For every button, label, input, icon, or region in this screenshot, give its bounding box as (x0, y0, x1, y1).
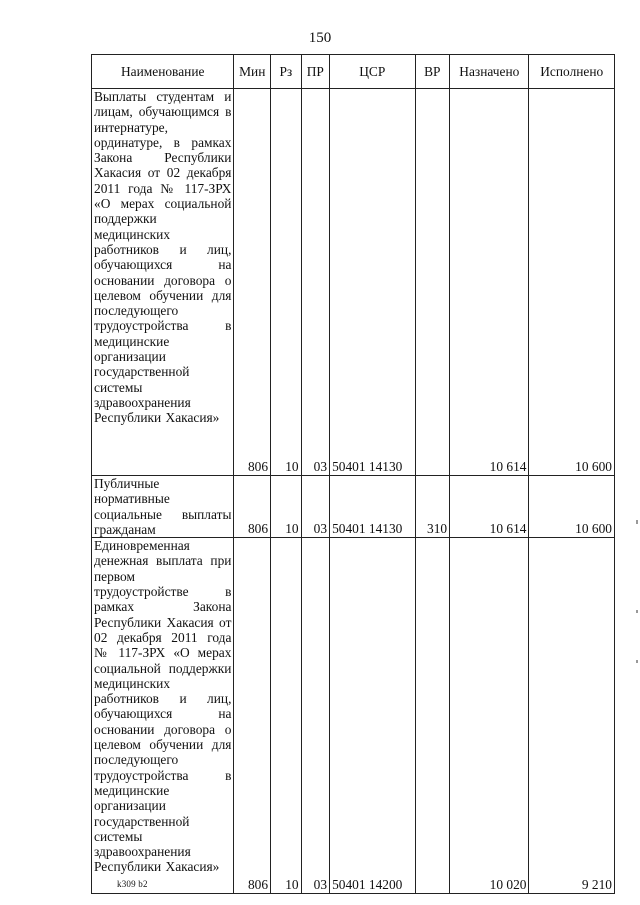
row-assigned: 10 614 (450, 89, 529, 476)
row-csr: 50401 14130 (330, 476, 415, 538)
header-rz: Рз (271, 55, 302, 89)
row-vr (415, 89, 450, 476)
row-executed: 10 600 (529, 89, 615, 476)
header-executed: Исполнено (529, 55, 615, 89)
row-csr: 50401 14200 (330, 538, 415, 894)
budget-table (91, 54, 615, 894)
row-executed: 9 210 (529, 538, 615, 894)
header-pr: ПР (301, 55, 329, 89)
row-rz: 10 (271, 89, 302, 476)
row-rz: 10 (271, 538, 302, 894)
row-pr: 03 (301, 89, 329, 476)
scan-edge-mark (636, 660, 638, 663)
table-row (92, 89, 615, 476)
table-row (92, 476, 615, 538)
row-vr: 310 (415, 476, 450, 538)
row-name: Выплаты студентам и лицам, обучающимся в интернатуре, ординатуре, в рамках Закона Республики Хакасия от 02 декабря 2011 года № 117-ЗРХ «О мерах социальной поддержки медицинских работников и лиц, обучающихся на основании договора о целевом обучении для последующего трудоустройства в медицинские организации государственной системы здравоохранения Республики Хакасия» (92, 89, 234, 476)
header-assigned: Назначено (450, 55, 529, 89)
row-min: 806 (234, 476, 271, 538)
row-pr: 03 (301, 476, 329, 538)
row-assigned: 10 020 (450, 538, 529, 894)
row-rz: 10 (271, 476, 302, 538)
row-csr: 50401 14130 (330, 89, 415, 476)
header-name: Наименование (92, 55, 234, 89)
table-row (92, 538, 615, 894)
row-pr: 03 (301, 538, 329, 894)
row-min: 806 (234, 89, 271, 476)
row-name: Публичные нормативные социальные выплаты гражданам (92, 476, 234, 538)
page-number: 150 (308, 30, 332, 46)
header-vr: ВР (415, 55, 450, 89)
scan-edge-mark (636, 520, 638, 524)
header-min: Мин (234, 55, 271, 89)
scan-edge-mark (636, 610, 638, 613)
row-min: 806 (234, 538, 271, 894)
row-executed: 10 600 (529, 476, 615, 538)
table-header-row (92, 55, 615, 89)
row-assigned: 10 614 (450, 476, 529, 538)
row-name: Единовременная денежная выплата при первом трудоустройстве в рамках Закона Республики Хакасия от 02 декабря 2011 года № 117-ЗРХ «О мерах социальной поддержки медицинских работников и лиц, обучающихся на основании договора о целевом обучении для последующего трудоустройства в медицинские организации государственной системы здравоохранения Республики Хакасия» (92, 538, 234, 894)
footer-code: k309 b2 (117, 879, 148, 889)
row-vr (415, 538, 450, 894)
header-csr: ЦСР (330, 55, 415, 89)
